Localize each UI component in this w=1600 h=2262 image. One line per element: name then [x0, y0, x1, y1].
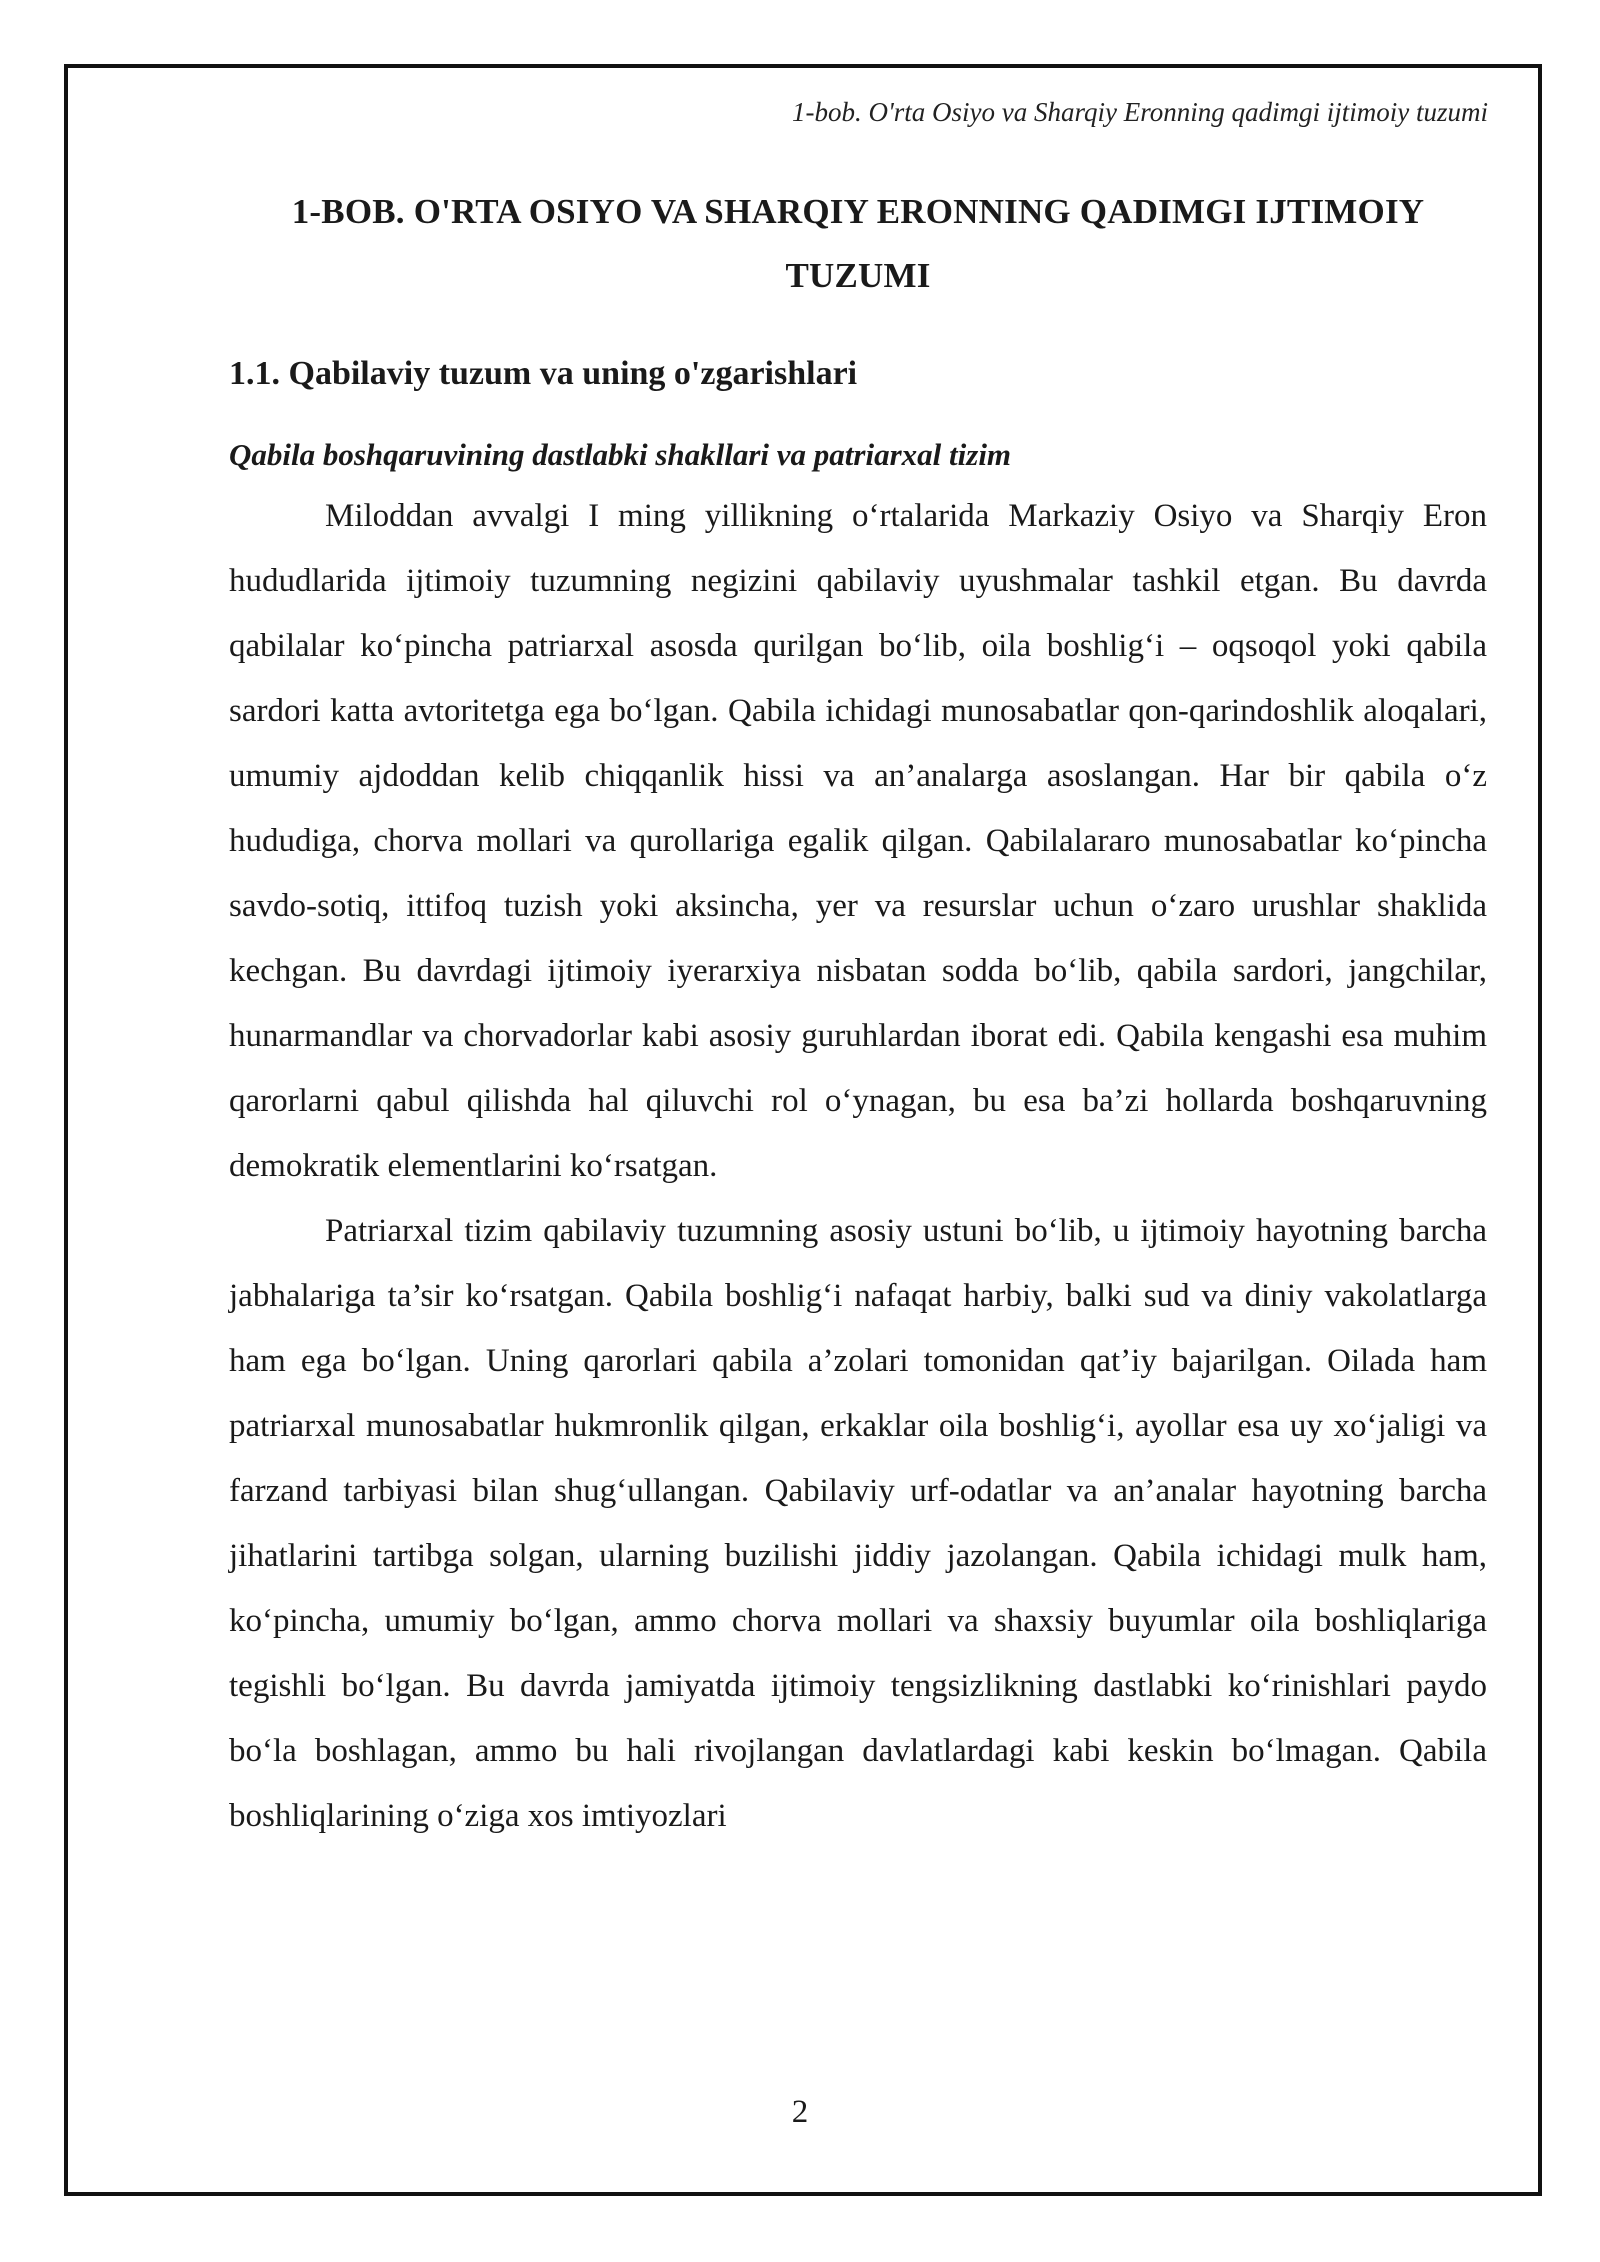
chapter-title: 1-BOB. O'RTA OSIYO VA SHARQIY ERONNING QADIMGI IJTIMOIY TUZUMI	[291, 192, 1425, 295]
subsection-heading: Qabila boshqaruvining dastlabki shakllari va patriarxal tizim	[229, 437, 1012, 472]
body-paragraph: Patriarxal tizim qabilaviy tuzumning asosiy ustuni bo‘lib, u ijtimoiy hayotning barcha jabhalariga ta’sir ko‘rsatgan. Qabila boshlig‘i nafaqat harbiy, balki sud va diniy vakolatlarga ham ega bo‘lgan. Uning qarorlari qabila a’zolari tomonidan qat’iy bajarilgan. Oilada ham patriarxal munosabatlar hukmronlik qilgan, erkaklar oila boshlig‘i, ayollar esa uy xo‘jaligi va farzand tarbiyasi bilan shug‘ullangan. Qabilaviy urf-odatlar va an’analar hayotning barcha jihatlarini tartibga solgan, ularning buzilishi jiddiy jazolangan. Qabila ichidagi mulk ham, ko‘pincha, umumiy bo‘lgan, ammo chorva mollari va shaxsiy buyumlar oila boshliqlariga tegishli bo‘lgan. Bu davrda jamiyatda ijtimoiy tengsizlikning dastlabki ko‘rinishlari paydo bo‘la boshlagan, ammo bu hali rivojlangan davlatlardagi kabi keskin bo‘lmagan. Qabila boshliqlarining o‘ziga xos imtiyozlari	[229, 1213, 1487, 1834]
body-paragraph: Miloddan avvalgi I ming yillikning o‘rtalarida Markaziy Osiyo va Sharqiy Eron hududlarida ijtimoiy tuzumning negizini qabilaviy uyushmalar tashkil etgan. Bu davrda qabilalar ko‘pincha patriarxal asosda qurilgan bo‘lib, oila boshlig‘i – oqsoqol yoki qabila sardori katta avtoritetga ega bo‘lgan. Qabila ichidagi munosabatlar qon-qarindoshlik aloqalari, umumiy ajdoddan kelib chiqqanlik hissi va an’analarga asoslangan. Har bir qabila o‘z hududiga, chorva mollari va qurollariga egalik qilgan. Qabilalararo munosabatlar ko‘pincha savdo-sotiq, ittifoq tuzish yoki aksincha, yer va resurslar uchun o‘zaro urushlar shaklida kechgan. Bu davrdagi ijtimoiy iyerarxiya nisbatan sodda bo‘lib, qabila sardori, jangchilar, hunarmandlar va chorvadorlar kabi asosiy guruhlardan iborat edi. Qabila kengashi esa muhim qarorlarni qabul qilishda hal qiluvchi rol o‘ynagan, bu esa ba’zi hollarda boshqaruvning demokratik elementlarini ko‘rsatgan.	[229, 498, 1487, 1184]
running-header: 1-bob. O'rta Osiyo va Sharqiy Eronning qadimgi ijtimoiy tuzumi	[792, 97, 1488, 127]
page-number: 2	[791, 2094, 809, 2130]
page-content	[229, 180, 1487, 1849]
section-heading: 1.1. Qabilaviy tuzum va uning o'zgarishlari	[229, 355, 858, 392]
